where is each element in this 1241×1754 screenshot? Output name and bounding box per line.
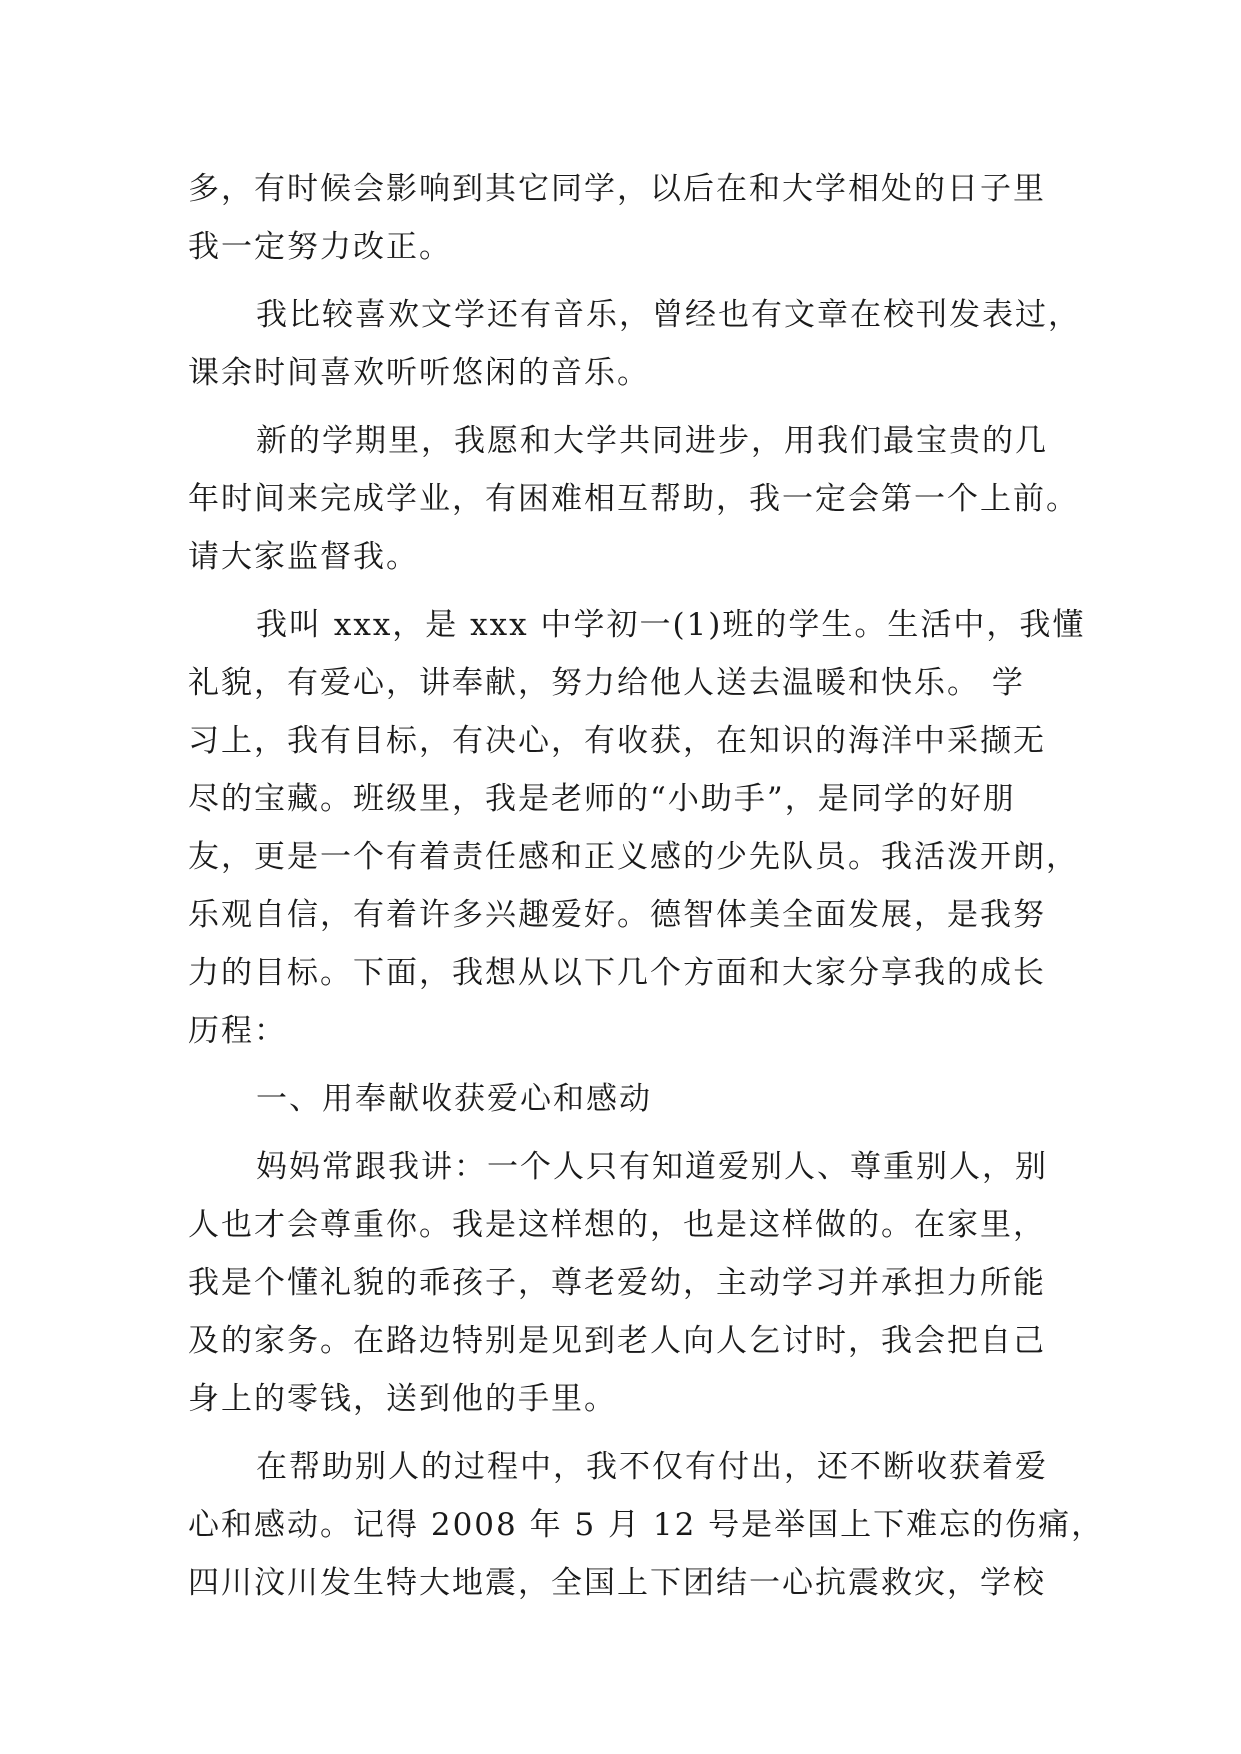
text-line: 乐观自信，有着许多兴趣爱好。德智体美全面发展，是我努	[188, 897, 1046, 933]
text-line: 习上，我有目标，有决心，有收获，在知识的海洋中采撷无	[188, 723, 1046, 759]
paragraph-start-line: 在帮助别人的过程中，我不仅有付出，还不断收获着爱	[256, 1449, 1048, 1485]
text-line: 尽的宝藏。班级里，我是老师的“小助手”，是同学的好朋	[188, 781, 1016, 817]
text-line: 请大家监督我。	[188, 539, 419, 575]
section-heading: 一、用奉献收获爱心和感动	[256, 1081, 652, 1117]
text-line: 人也才会尊重你。我是这样想的，也是这样做的。在家里，	[188, 1207, 1046, 1243]
text-line: 多，有时候会影响到其它同学，以后在和大学相处的日子里	[188, 171, 1046, 207]
text-line: 身上的零钱，送到他的手里。	[188, 1381, 617, 1417]
paragraph-start-line: 我比较喜欢文学还有音乐，曾经也有文章在校刊发表过，	[256, 297, 1081, 333]
body-text	[188, 160, 1105, 1612]
text-line: 年时间来完成学业，有困难相互帮助，我一定会第一个上前。	[188, 481, 1079, 517]
text-line: 礼貌，有爱心，讲奉献，努力给他人送去温暖和快乐。 学	[188, 665, 1025, 701]
text-line: 心和感动。记得 2008 年 5 月 12 号是举国上下难忘的伤痛，	[188, 1507, 1105, 1543]
text-line: 及的家务。在路边特别是见到老人向人乞讨时，我会把自己	[188, 1323, 1046, 1359]
paragraph-start-line: 我叫 xxx，是 xxx 中学初一(1)班的学生。生活中，我懂	[256, 607, 1086, 643]
text-line: 我一定努力改正。	[188, 229, 452, 265]
paragraph-start-line: 新的学期里，我愿和大学共同进步，用我们最宝贵的几	[256, 423, 1048, 459]
text-line: 历程：	[188, 1013, 287, 1049]
text-line: 我是个懂礼貌的乖孩子，尊老爱幼，主动学习并承担力所能	[188, 1265, 1046, 1301]
paragraph-start-line: 妈妈常跟我讲：一个人只有知道爱别人、尊重别人，别	[256, 1149, 1048, 1185]
text-line: 课余时间喜欢听听悠闲的音乐。	[188, 355, 650, 391]
text-line: 友，更是一个有着责任感和正义感的少先队员。我活泼开朗，	[188, 839, 1079, 875]
text-line: 力的目标。下面，我想从以下几个方面和大家分享我的成长	[188, 955, 1046, 991]
text-line: 四川汶川发生特大地震，全国上下团结一心抗震救灾，学校	[188, 1565, 1046, 1601]
